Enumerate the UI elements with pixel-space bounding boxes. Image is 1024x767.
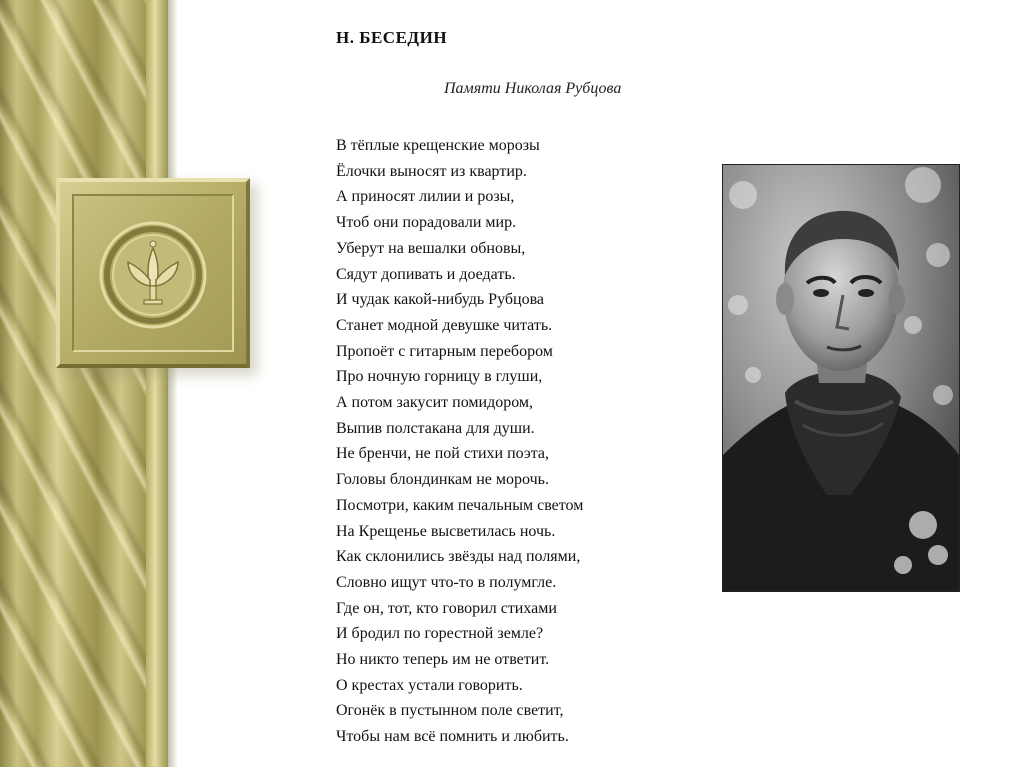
- poem-line: А потом закусит помидором,: [336, 394, 534, 412]
- poem-line: Станет модной девушке читать.: [336, 316, 553, 334]
- poem-dedication: Памяти Николая Рубцова: [444, 80, 622, 97]
- poem-line: Посмотри, каким печальным светом: [336, 496, 584, 514]
- poem-line: Словно ищут что-то в полумгле.: [336, 573, 557, 591]
- poem-line: Но никто теперь им не ответит.: [336, 651, 550, 669]
- poem-line: Сядут допивать и доедать.: [336, 265, 516, 283]
- poem-line: Головы блондинкам не морочь.: [336, 471, 549, 489]
- poem-line: Уберут на вешалки обновы,: [336, 239, 526, 257]
- poem-line: Как склонились звёзды над полями,: [336, 548, 581, 566]
- portrait-illustration: [723, 165, 959, 591]
- poem-line: И бродил по горестной земле?: [336, 625, 544, 643]
- poem-line: Не бренчи, не пой стихи поэта,: [336, 445, 549, 463]
- poem-line: Ёлочки выносят из квартир.: [336, 162, 527, 180]
- emblem-tile: [56, 178, 250, 368]
- poem-line: А приносят лилии и розы,: [336, 188, 515, 206]
- tulip-emblem-icon: [98, 220, 208, 330]
- poem-line: Про ночную горницу в глуши,: [336, 368, 543, 386]
- portrait-photo: [722, 164, 960, 592]
- poem-line: И чудак какой-нибудь Рубцова: [336, 291, 545, 309]
- poem-line: Огонёк в пустынном поле светит,: [336, 702, 564, 720]
- poem-line: Пропоёт с гитарным перебором: [336, 342, 553, 360]
- poem-line: На Крещенье высветилась ночь.: [336, 522, 556, 540]
- poem-text: [336, 133, 583, 750]
- decorative-band-shadow: [168, 0, 178, 767]
- decorative-gold-band: [0, 0, 168, 767]
- author-name: Н. БЕСЕДИН: [336, 28, 448, 47]
- poem-line: Где он, тот, кто говорил стихами: [336, 599, 557, 617]
- poem-line: Чтоб они порадовали мир.: [336, 214, 517, 232]
- poem-line: О крестах устали говорить.: [336, 676, 523, 694]
- poem-line: В тёплые крещенские морозы: [336, 137, 540, 154]
- poem-line: Выпив полстакана для души.: [336, 419, 535, 437]
- decorative-band-edge: [146, 0, 168, 767]
- poem-line: Чтобы нам всё помнить и любить.: [336, 728, 569, 746]
